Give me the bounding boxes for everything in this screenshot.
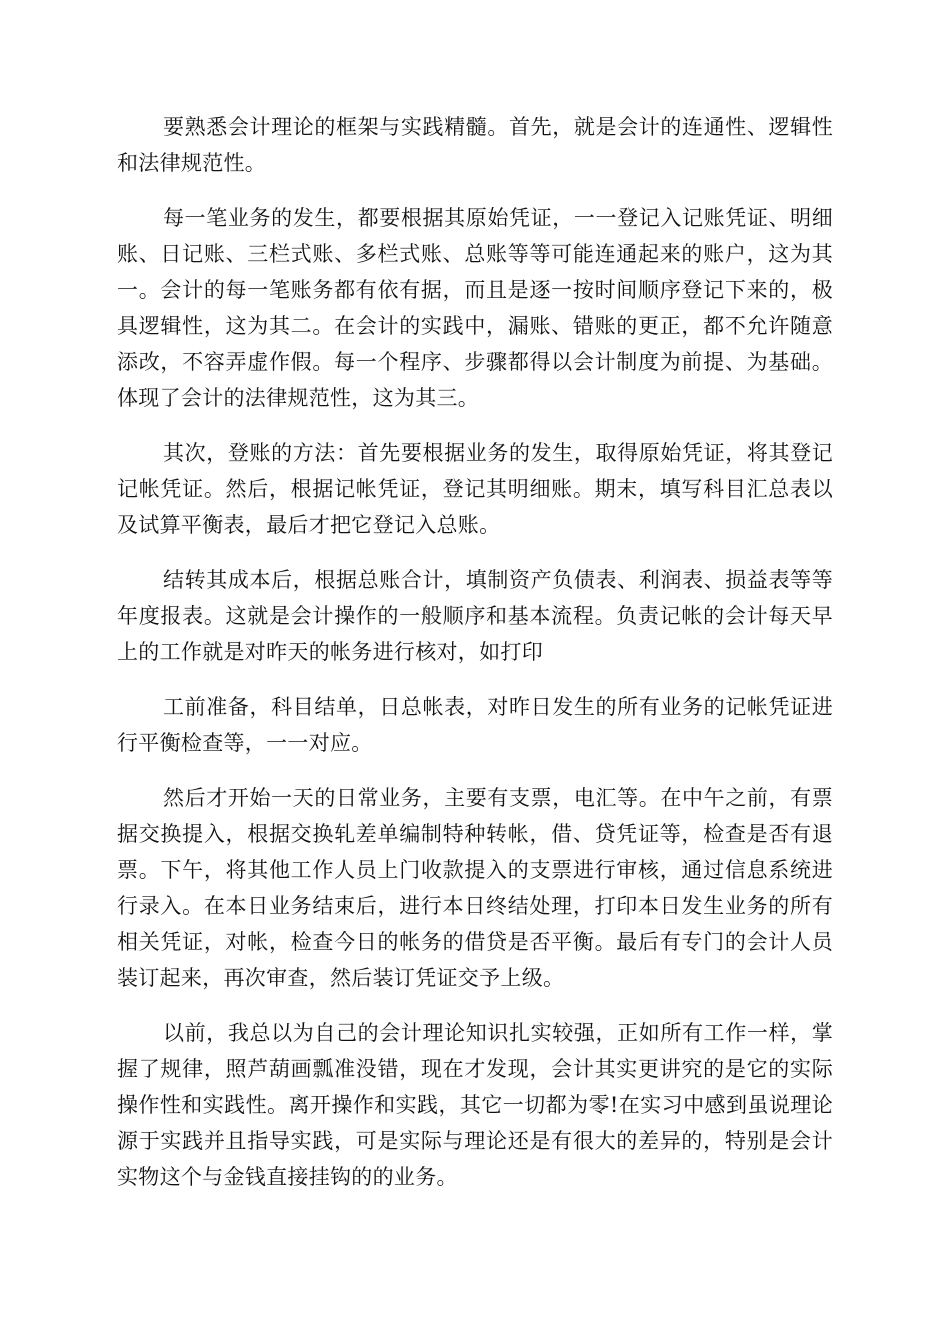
paragraph-3: 其次，登账的方法：首先要根据业务的发生，取得原始凭证，将其登记记帐凭证。然后，根据记帐凭证，登记其明细账。期末，填写科目汇总表以及试算平衡表，最后才把它登记入总账。 (117, 441, 833, 537)
paragraph-4: 结转其成本后，根据总账合计，填制资产负债表、利润表、损益表等等年度报表。这就是会计操作的一般顺序和基本流程。负责记帐的会计每天早上的工作就是对昨天的帐务进行核对，如打印 (117, 568, 833, 664)
paragraph-1: 要熟悉会计理论的框架与实践精髓。首先，就是会计的连通性、逻辑性和法律规范性。 (117, 115, 833, 175)
paragraph-7: 以前，我总以为自己的会计理论知识扎实较强，正如所有工作一样，掌握了规律，照芦葫画瓢准没错，现在才发现，会计其实更讲究的是它的实际操作性和实践性。离开操作和实践，其它一切都为零!在实习中感到虽说理论源于实践并且指导实践，可是实际与理论还是有很大的差异的，特别是会计实物这个与金钱直接挂钩的的业务。 (117, 1021, 833, 1189)
paragraph-5: 工前准备，科目结单，日总帐表，对昨日发生的所有业务的记帐凭证进行平衡检查等，一一对应。 (117, 695, 833, 755)
document-body (117, 109, 833, 1214)
paragraph-2: 每一笔业务的发生，都要根据其原始凭证，一一登记入记账凭证、明细账、日记账、三栏式账、多栏式账、总账等等可能连通起来的账户，这为其一。会计的每一笔账务都有依有据，而且是逐一按时间顺序登记下来的，极具逻辑性，这为其二。在会计的实践中，漏账、错账的更正，都不允许随意添改，不容弄虚作假。每一个程序、步骤都得以会计制度为前提、为基础。体现了会计的法律规范性，这为其三。 (117, 206, 833, 410)
paragraph-6: 然后才开始一天的日常业务，主要有支票，电汇等。在中午之前，有票据交换提入，根据交换轧差单编制特种转帐，借、贷凭证等，检查是否有退票。下午，将其他工作人员上门收款提入的支票进行审核，通过信息系统进行录入。在本日业务结束后，进行本日终结处理，打印本日发生业务的所有相关凭证，对帐，检查今日的帐务的借贷是否平衡。最后有专门的会计人员装订起来，再次审查，然后装订凭证交予上级。 (117, 786, 833, 990)
